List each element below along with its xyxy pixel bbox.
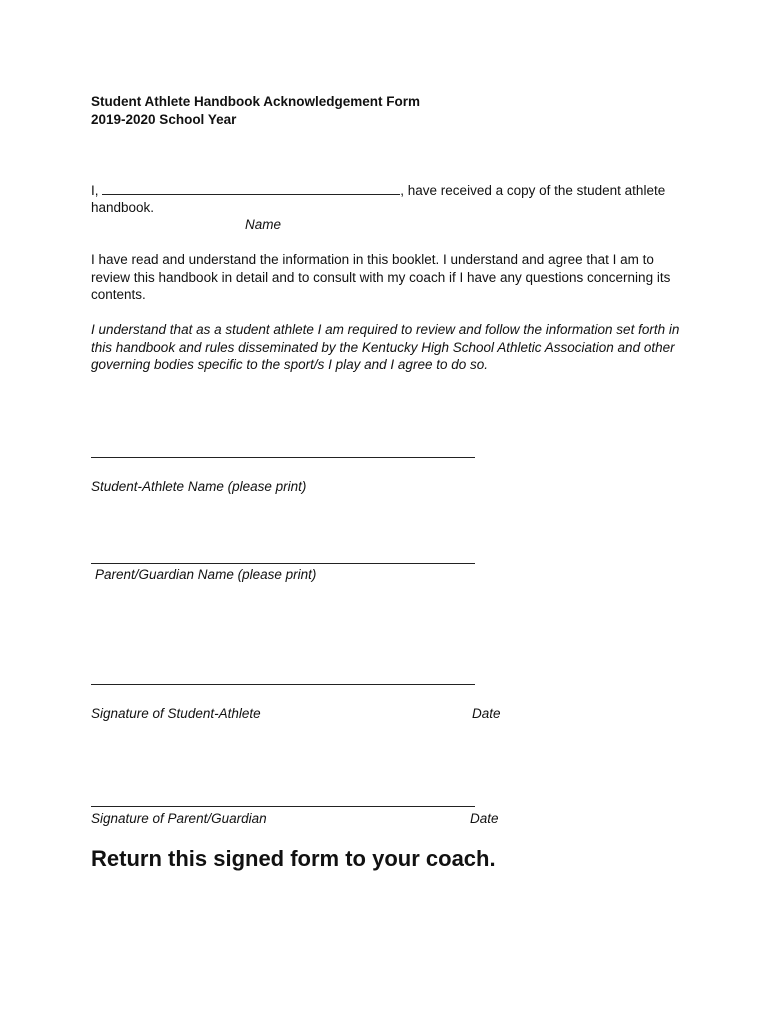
form-title: Student Athlete Handbook Acknowledgement Form bbox=[91, 94, 421, 109]
student-name-label: Student-Athlete Name (please print) bbox=[91, 479, 307, 494]
agreement-paragraph: I understand that as a student athlete I am required to review and follow the information set forth in this handbook and rules disseminated by the Kentucky High School Athletic Association and other governing bodies specific to the sport/s I play and I agree to do so. bbox=[91, 322, 680, 372]
parent-name-label: Parent/Guardian Name (please print) bbox=[95, 567, 317, 582]
receipt-continuation: handbook. bbox=[91, 200, 155, 215]
student-signature-label: Signature of Student-Athlete bbox=[91, 706, 261, 721]
receipt-prefix: I, bbox=[91, 183, 99, 198]
name-blank-field[interactable] bbox=[102, 181, 400, 195]
parent-name-line[interactable] bbox=[91, 563, 475, 564]
parent-date-label: Date bbox=[470, 811, 499, 826]
school-year: 2019-2020 School Year bbox=[91, 112, 237, 127]
student-name-line[interactable] bbox=[91, 457, 475, 458]
receipt-suffix: , have received a copy of the student athlete bbox=[400, 183, 666, 198]
student-date-label: Date bbox=[472, 706, 501, 721]
student-signature-line[interactable] bbox=[91, 684, 475, 685]
parent-signature-line[interactable] bbox=[91, 806, 475, 807]
parent-signature-label: Signature of Parent/Guardian bbox=[91, 811, 267, 826]
return-instruction: Return this signed form to your coach. bbox=[91, 846, 496, 871]
name-caption: Name bbox=[245, 217, 282, 232]
receipt-line bbox=[91, 181, 665, 200]
acknowledgement-paragraph: I have read and understand the information in this booklet. I understand and agree that I am to review this handbook in detail and to consult with my coach if I have any questions concerning its contents. bbox=[91, 252, 671, 302]
